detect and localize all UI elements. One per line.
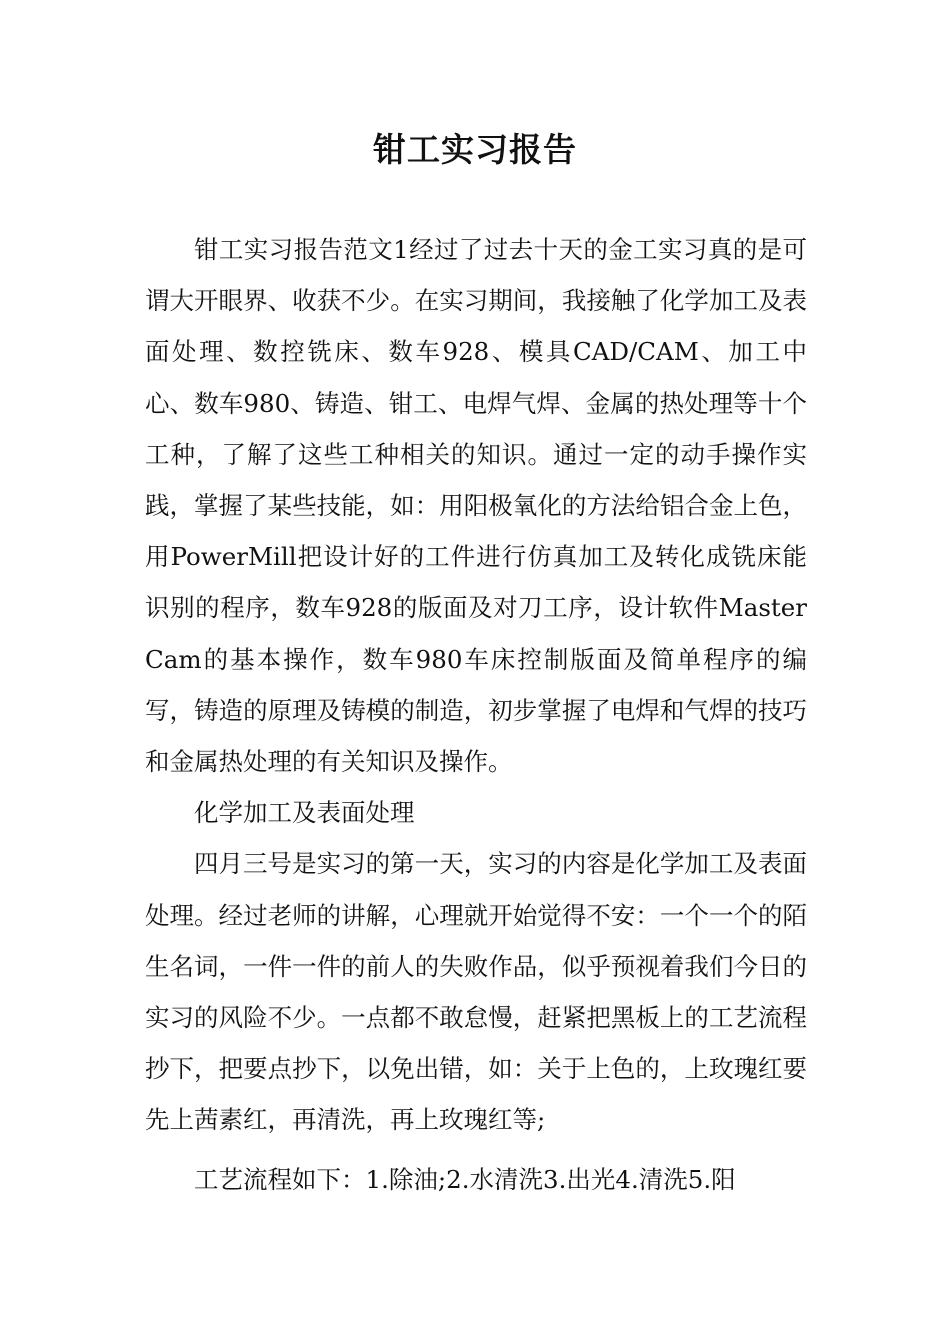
document-body xyxy=(145,224,807,1205)
section-heading-chemical-processing: 化学加工及表面处理 xyxy=(194,798,415,828)
paragraph-first-day: 四月三号是实习的第一天，实习的内容是化学加工及表面处理。经过老师的讲解，心理就开始觉得不安：一个一个的陌生名词，一件一件的前人的失败作品，似乎预视着我们今日的实习的风险不少。一点都不敢怠慢，赶紧把黑板上的工艺流程抄下，把要点抄下，以免出错，如：关于上色的，上玫瑰红要先上茜素红，再清洗，再上玫瑰红等; xyxy=(145,849,807,1135)
document-title: 钳工实习报告 xyxy=(373,130,577,169)
paragraph-intro: 钳工实习报告范文1经过了过去十天的金工实习真的是可谓大开眼界、收获不少。在实习期间，我接触了化学加工及表面处理、数控铣床、数车928、模具CAD/CAM、加工中心、数车980、铸造、钳工、电焊气焊、金属的热处理等十个工种，了解了这些工种相关的知识。通过一定的动手操作实践，掌握了某些技能，如：用阳极氧化的方法给铝合金上色，用PowerMill把设计好的工件进行仿真加工及转化成铣床能识别的程序，数车928的版面及对刀工序，设计软件MasterCam的基本操作，数车980车床控制版面及简单程序的编写，铸造的原理及铸模的制造，初步掌握了电焊和气焊的技巧和金属热处理的有关知识及操作。 xyxy=(145,235,807,777)
paragraph-process-flow: 工艺流程如下：1.除油;2.水清洗3.出光4.清洗5.阳 xyxy=(194,1164,736,1194)
